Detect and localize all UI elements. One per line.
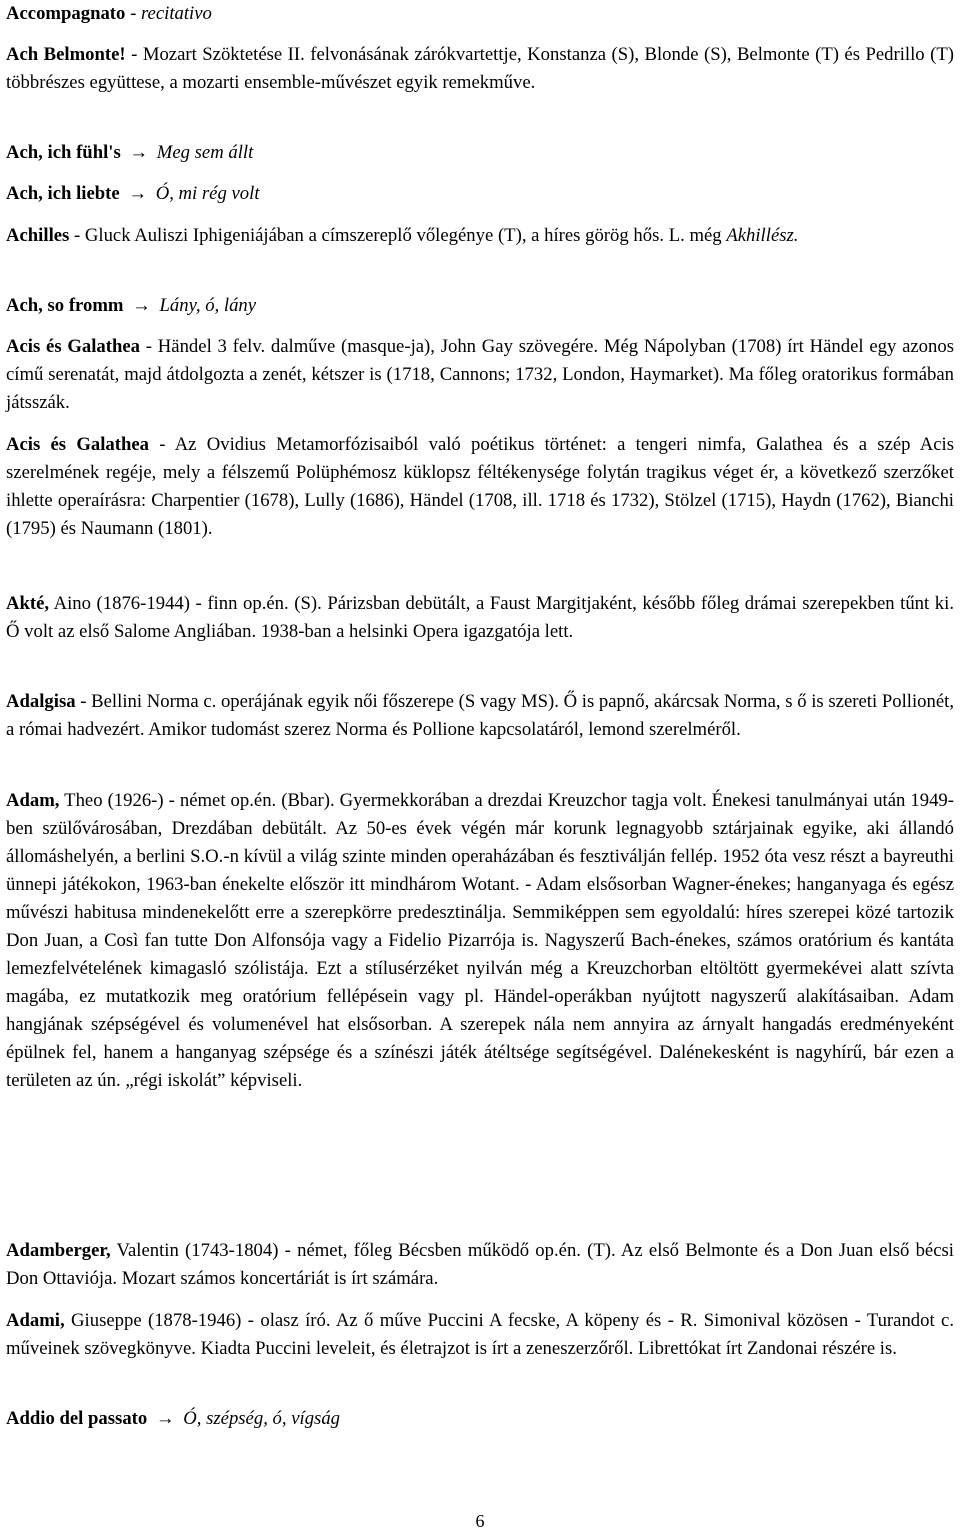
entry-adamberger: Adamberger, Valentin (1743-1804) - német, főleg Bécsben működő op.én. (T). Az első Belmonte és a Don Juan első bécsi Don Ottaviója. Mozart számos koncertáriát is írt számára. [6,1240,954,1289]
entry-adami: Adami, Giuseppe (1878-1946) - olasz író. Az ő műve Puccini A fecske, A köpeny és - R. Simonival közösen - Turandot c. műveinek szövegkönyve. Kiadta Puccini leveleit, és életrajzot is írt a zeneszerzőről. Librettókat írt Zandonai részére is. [6,1310,954,1359]
arrow-right-icon: → [128,183,148,204]
entry-ach-so-fromm: Ach, so fromm → Lány, ó, lány [6,292,954,320]
entry-adalgisa: Adalgisa - Bellini Norma c. operájának egyik női főszerepe (S vagy MS). Ő is papnő, akárcsak Norma, s ő is szereti Pollionét, a római hadvezért. Amikor tudomást szerez Norma és Pollione kapcsolatáról, lemond szerelméről. [6,691,954,740]
entry-akte: Akté, Aino (1876-1944) - finn op.én. (S). Párizsban debütált, a Faust Margitjaként, később főleg drámai szerepekben tűnt ki. Ő volt az első Salome Angliában. 1938-ban a helsinki Opera igazgatója lett. [6,593,954,642]
entry-addio-del-passato: Addio del passato → Ó, szépség, ó, vígság [6,1405,954,1433]
entry-accompagnato: Accompagnato - recitativo [6,3,212,24]
page-number: 6 [475,1511,485,1531]
entry-acis-es-galathea-handel: Acis és Galathea - Händel 3 felv. dalműve (masque-ja), John Gay szövegére. Még Nápolyban (1708) írt Händel egy azonos című serenatát, majd átdolgozta a zenét, kétszer is (1718, Cannons; 1732, London, Haymarket). Ma főleg oratorikus formában játsszák. [6,336,954,413]
arrow-right-icon: → [132,295,151,316]
entry-acis-es-galathea-ovidius: Acis és Galathea - Az Ovidius Metamorfózisaiból való poétikus történet: a tengeri nimfa, Galathea és a szép Acis szerelmének regéje, mely a félszemű Polüphémosz küklopsz féltékenysége folytán tragikus véget ér, a következő szerzőket ihlette operaírásra: Charpentier (1678), Lully (1686), Händel (1708, ill. 1718 és 1732), Stölzel (1715), Haydn (1762), Bianchi (1795) és Naumann (1801). [6,434,954,539]
entry-ach-ich-fuhls: Ach, ich fühl's → Meg sem állt [6,139,954,167]
arrow-right-icon: → [129,142,149,163]
entry-adam-theo: Adam, Theo (1926-) - német op.én. (Bbar). Gyermekkorában a drezdai Kreuzchor tagja volt. Énekesi tanulmányai után 1949-ben szülővárosában, Drezdában debütált. Az 50-es évek végén már korunk legnagyobb sztárjainak egyike, aki állandó állomáshelyén, a berlini S.O.-n kívül a világ szinte minden operaházában és fesztiválján fellép. 1952 óta vesz részt a bayreuthi ünnepi játékokon, 1963-ban énekelte először itt mindhárom Wotant. - Adam elsősorban Wagner-énekes; hanganyaga és egész művészi habitusa mindenekelőtt erre a szerepkörre predesztinálja. Semmiképpen sem egyoldalú: híres szerepei közé tartozik Don Juan, a Così fan tutte Don Alfonsója vagy a Fidelio Pizarrója is. Nagyszerű Bach-énekes, számos oratórium és kantáta lemezfelvételének kimagasló szólistája. Ezt a stílusérzéket nyilván még a Kreuzchorban eltöltött gyermekévei alatt szívta magába, ez mutatkozik meg oratórium fellépésein vagy pl. Händel-operákban nyújtott nagyszerű alakításaiban. Adam hangjának szépségével és volumenével hat elsősorban. A szerepek nála nem annyira az árnyalt hangadás eredményeként épülnek fel, hanem a hanganyag szépsége és a színészi játék átéltsége segítségével. Dalénekesként is nagyhírű, bár ezen a területen az ún. „régi iskolát” képviseli. [6,790,954,1091]
entry-ach-belmonte: Ach Belmonte! - Mozart Szöktetése II. felvonásának zárókvartettje, Konstanza (S), Blonde (S), Belmonte (T) és Pedrillo (T) többrészes együttese, a mozarti ensemble-művészet egyik remekműve. [6,44,954,93]
entry-achilles: Achilles - Gluck Auliszi Iphigeniájában a címszereplő vőlegénye (T), a híres görög hős. L. még Akhillész. [6,225,799,246]
arrow-right-icon: → [155,1408,175,1429]
entry-ach-ich-liebte: Ach, ich liebte → Ó, mi rég volt [6,180,954,208]
